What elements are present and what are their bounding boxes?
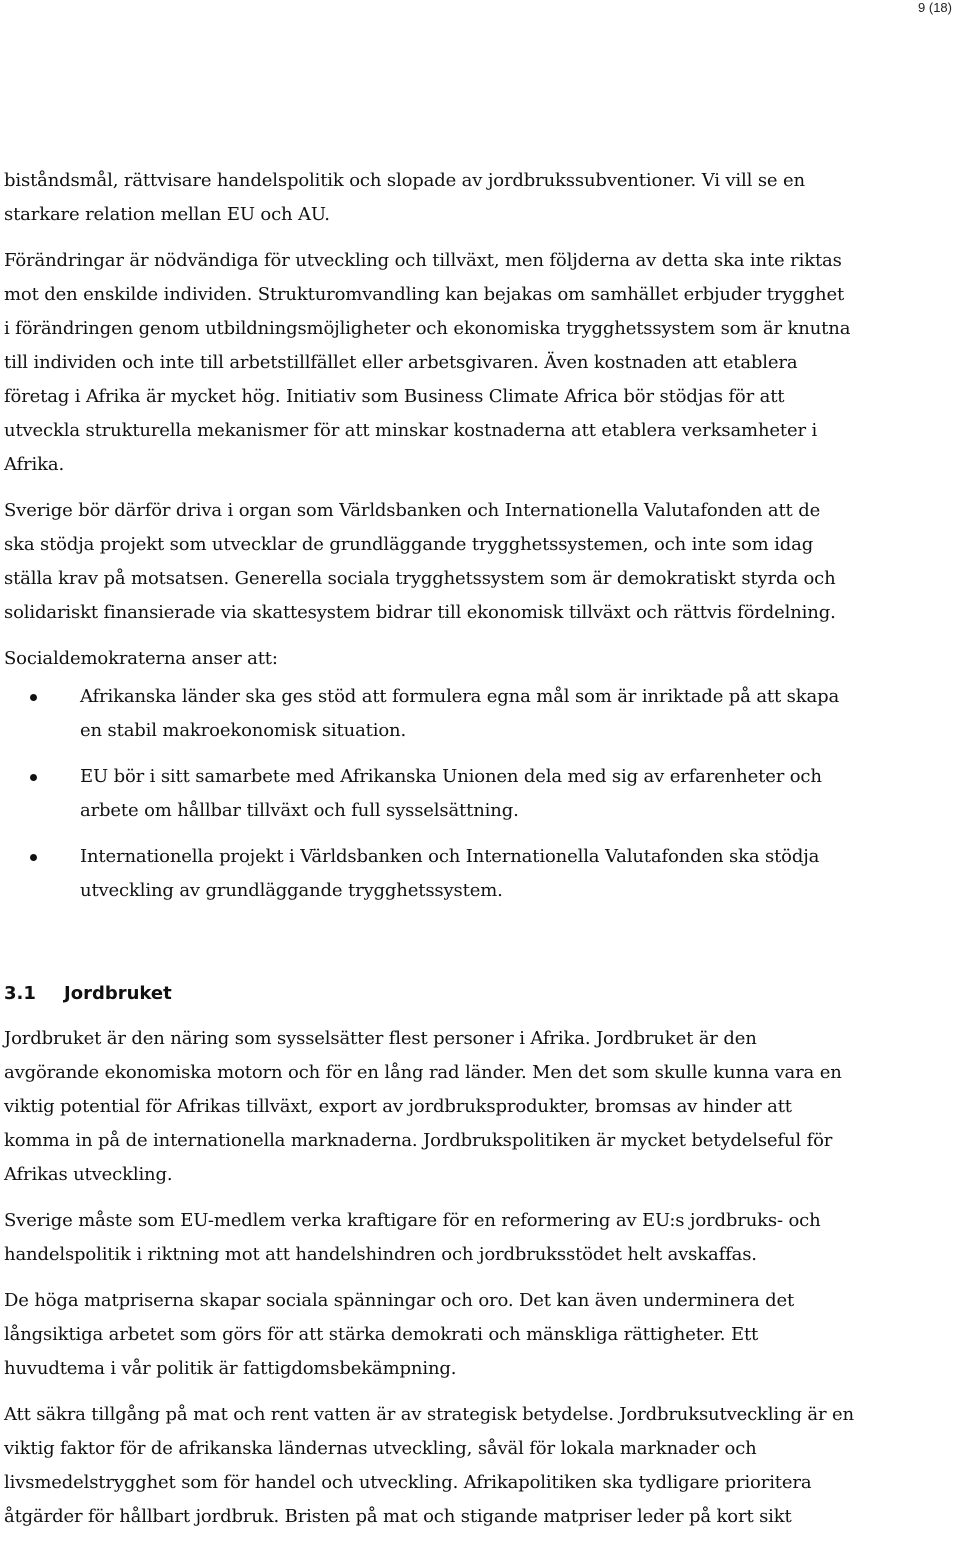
bullet-list	[4, 680, 854, 908]
section-title: Jordbruket	[64, 983, 172, 1004]
bullet-icon	[30, 854, 37, 861]
section-number: 3.1	[4, 983, 36, 1004]
bullet-item	[4, 680, 854, 748]
bullet-text: Internationella projekt i Världsbanken och Internationella Valutafonden ska stödja utveckling av grundläggande trygghetssystem.	[80, 846, 820, 901]
paragraph-intro: Socialdemokraterna anser att:	[4, 648, 278, 669]
paragraph: Jordbruket är den näring som sysselsätter flest personer i Afrika. Jordbruket är den avgörande ekonomiska motorn och för en lång rad länder. Men det som skulle kunna vara en viktig potential för Afrikas tillväxt, export av jordbruksprodukter, bromsas av hinder att komma in på de internationella marknaderna. Jordbrukspolitiken är mycket betydelseful för Afrikas utveckling.	[4, 1028, 842, 1185]
paragraph: Förändringar är nödvändiga för utveckling och tillväxt, men följderna av detta ska inte riktas mot den enskilde individen. Strukturomvandling kan bejakas om samhället erbjuder trygghet i förändringen genom utbildningsmöjligheter och ekonomiska trygghetssystem som är knutna till individen och inte till arbetstillfället eller arbetsgivaren. Även kostnaden att etablera företag i Afrika är mycket hög. Initiativ som Business Climate Africa bör stödjas för att utveckla strukturella mekanismer för att minskar kostnaderna att etablera verksamheter i Afrika.	[4, 250, 851, 475]
section-heading	[4, 982, 854, 1006]
bullet-text: Afrikanska länder ska ges stöd att formulera egna mål som är inriktade på att skapa en stabil makroekonomisk situation.	[80, 686, 840, 741]
paragraph: Att säkra tillgång på mat och rent vatten är av strategisk betydelse. Jordbruksutveckling är en viktig faktor för de afrikanska ländernas utveckling, såväl för lokala marknader och livsmedelstrygghet som för handel och utveckling. Afrikapolitiken ska tydligare prioritera åtgärder för hållbart jordbruk. Bristen på mat och stigande matpriser leder på kort sikt	[4, 1404, 854, 1527]
bullet-item	[4, 760, 854, 828]
paragraph: De höga matpriserna skapar sociala spänningar och oro. Det kan även underminera det långsiktiga arbetet som görs för att stärka demokrati och mänskliga rättigheter. Ett huvudtema i vår politik är fattigdomsbekämpning.	[4, 1290, 795, 1379]
bullet-icon	[30, 694, 37, 701]
bullet-icon	[30, 774, 37, 781]
paragraph: Sverige måste som EU-medlem verka kraftigare för en reformering av EU:s jordbruks- och handelspolitik i riktning mot att handelshindren och jordbruksstödet helt avskaffas.	[4, 1210, 821, 1265]
bullet-text: EU bör i sitt samarbete med Afrikanska Unionen dela med sig av erfarenheter och arbete om hållbar tillväxt och full sysselsättning.	[80, 766, 822, 821]
bullet-item	[4, 840, 854, 908]
document-body	[4, 164, 854, 1546]
paragraph: biståndsmål, rättvisare handelspolitik och slopade av jordbrukssubventioner. Vi vill se en starkare relation mellan EU och AU.	[4, 170, 805, 225]
page-number: 9 (18)	[918, 0, 952, 15]
paragraph: Sverige bör därför driva i organ som Världsbanken och Internationella Valutafonden att de ska stödja projekt som utvecklar de grundläggande trygghetssystemen, och inte som idag ställa krav på motsatsen. Generella sociala trygghetssystem som är demokratiskt styrda och solidariskt finansierade via skattesystem bidrar till ekonomisk tillväxt och rättvis fördelning.	[4, 500, 836, 623]
